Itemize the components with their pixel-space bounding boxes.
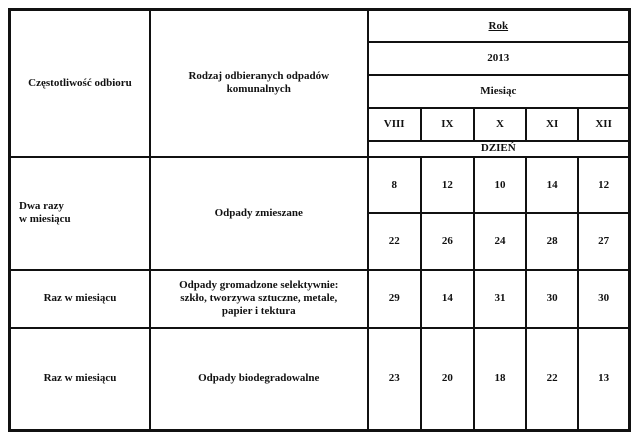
day-cell: 22 xyxy=(526,328,578,431)
waste-type-cell: Odpady biodegradowalne xyxy=(150,328,368,431)
header-month-label: Miesiąc xyxy=(368,75,630,108)
month-header: X xyxy=(474,108,526,141)
month-header: XII xyxy=(578,108,629,141)
frequency-cell: Raz w miesiącu xyxy=(10,328,150,431)
header-year: 2013 xyxy=(368,42,630,75)
collection-schedule-table xyxy=(8,8,631,432)
header-frequency xyxy=(10,10,150,157)
day-cell: 12 xyxy=(421,157,474,213)
waste-type-cell: Odpady zmieszane xyxy=(150,157,368,270)
day-cell: 28 xyxy=(526,213,578,269)
waste-type-line1: Odpady gromadzone selektywnie: xyxy=(179,279,339,292)
day-cell: 29 xyxy=(368,270,421,328)
header-waste-type xyxy=(150,10,368,157)
table-row xyxy=(10,270,630,328)
day-cell: 18 xyxy=(474,328,526,431)
day-cell: 30 xyxy=(526,270,578,328)
year-label: Rok xyxy=(488,19,509,32)
frequency-cell: Raz w miesiącu xyxy=(10,270,150,328)
waste-type-line2: szkło, tworzywa sztuczne, metale, xyxy=(180,292,338,305)
table-row xyxy=(10,328,630,431)
day-cell: 31 xyxy=(474,270,526,328)
header-year-label xyxy=(368,10,630,43)
day-cell: 23 xyxy=(368,328,421,431)
day-cell: 20 xyxy=(421,328,474,431)
day-cell: 12 xyxy=(578,157,629,213)
day-cell: 14 xyxy=(526,157,578,213)
day-cell: 30 xyxy=(578,270,629,328)
frequency-line2: w miesiącu xyxy=(19,213,71,226)
header-row-year-label xyxy=(10,10,630,43)
waste-type-line3: papier i tektura xyxy=(221,305,296,318)
day-cell: 8 xyxy=(368,157,421,213)
header-day-label: DZIEŃ xyxy=(368,141,630,157)
header-waste-type-line2: komunalnych xyxy=(226,83,291,96)
day-cell: 26 xyxy=(421,213,474,269)
frequency-line1: Dwa razy xyxy=(19,200,64,213)
header-waste-type-line1: Rodzaj odbieranych odpadów xyxy=(188,70,330,83)
frequency-cell xyxy=(10,157,150,270)
table-row xyxy=(10,157,630,213)
header-frequency-text: Częstotliwość odbioru xyxy=(28,76,132,89)
month-header: XI xyxy=(526,108,578,141)
waste-type-cell xyxy=(150,270,368,328)
month-header: IX xyxy=(421,108,474,141)
day-cell: 27 xyxy=(578,213,629,269)
day-cell: 22 xyxy=(368,213,421,269)
day-cell: 13 xyxy=(578,328,629,431)
month-header: VIII xyxy=(368,108,421,141)
day-cell: 14 xyxy=(421,270,474,328)
day-cell: 24 xyxy=(474,213,526,269)
day-cell: 10 xyxy=(474,157,526,213)
